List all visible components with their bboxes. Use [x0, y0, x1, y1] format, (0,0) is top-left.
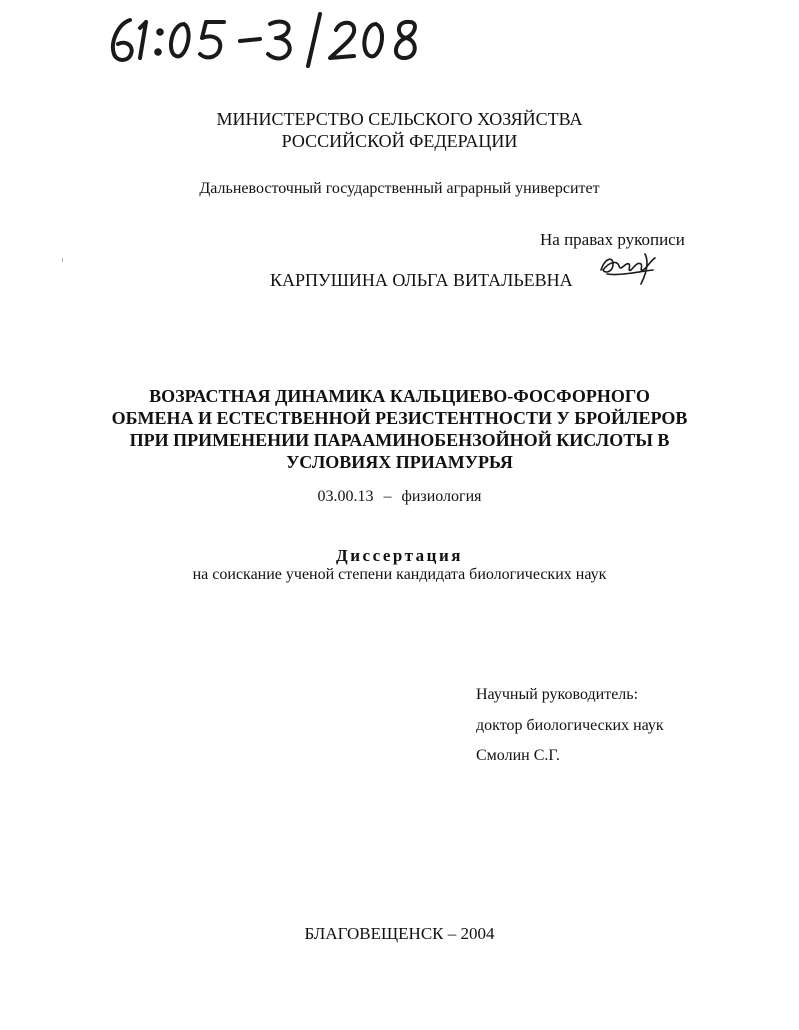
title-line-2: ОБМЕНА И ЕСТЕСТВЕННОЙ РЕЗИСТЕНТНОСТИ У БРОЙЛЕРОВ — [111, 408, 688, 428]
scan-artifact — [62, 258, 63, 262]
signature-handwriting — [597, 248, 663, 288]
advisor-degree: доктор биологических наук — [476, 717, 664, 734]
specialty-line — [0, 488, 799, 506]
title-line-4: УСЛОВИЯХ ПРИАМУРЬЯ — [286, 452, 513, 472]
author-name: КАРПУШИНА ОЛЬГА ВИТАЛЬЕВНА — [270, 270, 573, 290]
university-name: Дальневосточный государственный аграрный университет — [199, 180, 600, 197]
document-type: Диссертация — [336, 546, 463, 565]
manuscript-note: На правах рукописи — [540, 230, 685, 249]
dissertation-title — [0, 385, 799, 473]
author-signature — [597, 248, 663, 288]
specialty-field: физиология — [401, 488, 482, 505]
title-line-3: ПРИ ПРИМЕНЕНИИ ПАРААМИНОБЕНЗОЙНОЙ КИСЛОТЫ В — [129, 430, 670, 450]
archive-code-handwriting — [100, 8, 440, 68]
ministry-line-2: РОССИЙСКОЙ ФЕДЕРАЦИИ — [281, 131, 518, 151]
specialty-dash: – — [383, 488, 392, 505]
advisor-label: Научный руководитель: — [476, 686, 639, 703]
specialty-code: 03.00.13 — [317, 488, 374, 505]
handwritten-archive-code — [100, 8, 440, 68]
ministry-heading — [0, 108, 799, 152]
advisor-name: Смолин С.Г. — [476, 747, 560, 764]
title-line-1: ВОЗРАСТНАЯ ДИНАМИКА КАЛЬЦИЕВО-ФОСФОРНОГО — [149, 386, 650, 406]
place-and-year: БЛАГОВЕЩЕНСК – 2004 — [304, 924, 495, 943]
degree-sought: на соискание ученой степени кандидата биологических наук — [192, 566, 607, 583]
ministry-line-1: МИНИСТЕРСТВО СЕЛЬСКОГО ХОЗЯЙСТВА — [216, 109, 583, 129]
